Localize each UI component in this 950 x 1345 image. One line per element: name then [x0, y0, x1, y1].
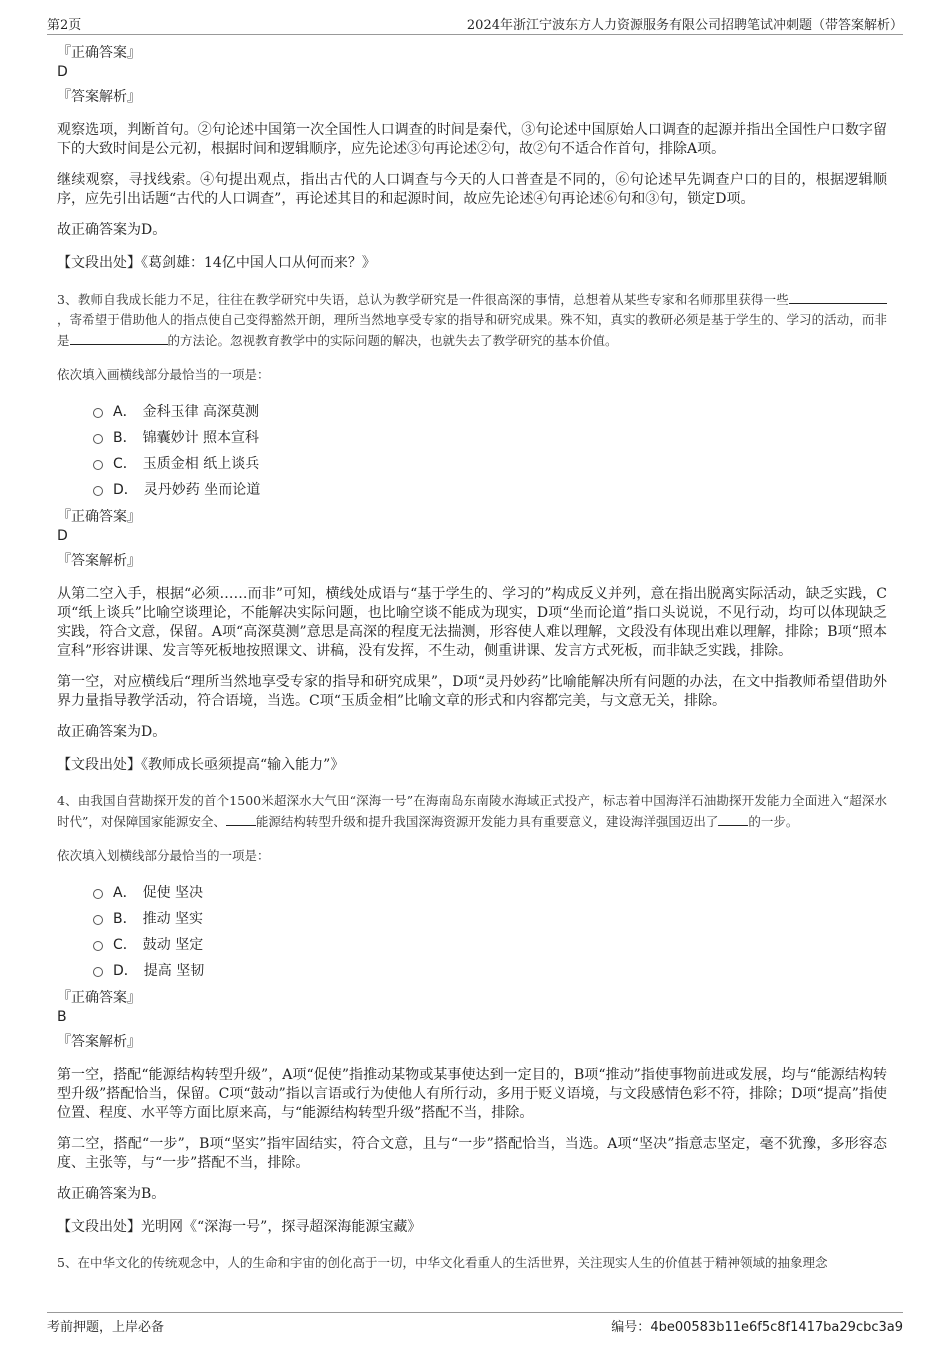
option-a[interactable]: A． 促使 坚决	[93, 879, 887, 905]
correct-answer-value: B	[57, 1009, 67, 1025]
radio-button[interactable]	[93, 889, 103, 899]
page-number: 第2页	[47, 18, 82, 33]
analysis-paragraph: 继续观察，寻找线索。④句提出观点，指出古代的人口调查与今天的人口普查是不同的，⑥句论述早先调查户口的目的，根据逻辑顺序，应先引出话题“古代的人口调查”，再论述其目的和起源时间，故应先论述④句再论述⑥句和③句，锁定D项。	[57, 172, 887, 207]
analysis-label: 『答案解析』	[57, 553, 141, 569]
source-citation: 【文段出处】光明网《“深海一号”，探寻超深海能源宝藏》	[57, 1219, 422, 1235]
fill-blank	[718, 811, 748, 826]
correct-answer-label: 『正确答案』	[57, 990, 141, 1006]
option-c[interactable]: C． 玉质金相 纸上谈兵	[93, 450, 887, 476]
fill-blank	[226, 811, 256, 826]
question-stem: 4、由我国自营勘探开发的首个1500米超深水大气田“深海一号”在海南岛东南陵水海域正式投产，标志着中国海洋石油勘探开发能力全面进入“超深水时代”，对保障国家能源安全、 能源结构转型升级和提升我国深海资源开发能力具有重要意义，建设海洋强国迈出了 的一步。	[57, 793, 887, 829]
option-b[interactable]: B． 锦囊妙计 照本宣科	[93, 424, 887, 450]
analysis-paragraph: 第一空，搭配“能源结构转型升级”，A项“促使”指推动某物或某事使达到一定目的，B项“推动”指使事物前进或发展，均与“能源结构转型升级”搭配恰当，保留。C项“鼓动”指以言语或行为使他人有所行动，多用于贬义语境，与文段感情色彩不符，排除；D项“提高”指使位置、程度、水平等方面比原来高，与“能源结构转型升级”搭配不当，排除。	[57, 1067, 887, 1121]
radio-button[interactable]	[93, 434, 103, 444]
analysis-label: 『答案解析』	[57, 1034, 141, 1050]
option-d[interactable]: D． 提高 坚韧	[93, 957, 887, 983]
radio-button[interactable]	[93, 941, 103, 951]
analysis-label: 『答案解析』	[57, 89, 141, 105]
correct-answer-label: 『正确答案』	[57, 509, 141, 525]
radio-button[interactable]	[93, 486, 103, 496]
document-body	[57, 44, 887, 1298]
footer-slogan: 考前押题，上岸必备	[47, 1320, 165, 1335]
analysis-conclusion: 故正确答案为D。	[57, 724, 167, 740]
analysis-conclusion: 故正确答案为D。	[57, 222, 167, 238]
analysis-paragraph: 从第二空入手，根据“必须……而非”可知，横线处成语与“基于学生的、学习的”构成反义并列，意在指出脱离实际活动，缺乏实践，C项“纸上谈兵”比喻空谈理论，不能解决实际问题，也比喻空谈不能成为现实，D项“坐而论道”指口头说说，不见行动，均可以体现缺乏实践，符合文意，保留。A项“高深莫测”意思是高深的程度无法揣测，形容使人难以理解，文段没有体现出难以理解，排除；B项“照本宣科”形容讲课、发言等死板地按照课文、讲稿，没有发挥，不生动，侧重讲课、发言方式死板，而非缺乏实践，排除。	[57, 586, 887, 659]
analysis-paragraph: 第二空，搭配“一步”，B项“坚实”指牢固结实，符合文意，且与“一步”搭配恰当，当选。A项“坚决”指意志坚定，毫不犹豫，多形容态度、主张等，与“一步”搭配不当，排除。	[57, 1136, 887, 1171]
analysis-paragraph: 观察选项，判断首句。②句论述中国第一次全国性人口调查的时间是秦代，③句论述中国原始人口调查的起源并指出全国性户口数字留下的大致时间是公元初，根据时间和逻辑顺序，应先论述③句再论述②句，故②句不适合作首句，排除A项。	[57, 122, 887, 157]
radio-button[interactable]	[93, 408, 103, 418]
fill-blank	[70, 330, 168, 345]
question-prompt: 依次填入画横线部分最恰当的一项是：	[57, 367, 270, 382]
option-list	[93, 879, 887, 983]
radio-button[interactable]	[93, 967, 103, 977]
question-stem: 5、在中华文化的传统观念中，人的生命和宇宙的创化高于一切，中华文化看重人的生活世界，关注现实人生的价值甚于精神领域的抽象理念	[57, 1255, 828, 1270]
option-list	[93, 398, 887, 502]
page-header	[47, 14, 903, 35]
page-footer	[47, 1312, 903, 1336]
correct-answer-value: D	[57, 528, 68, 544]
question-prompt: 依次填入划横线部分最恰当的一项是：	[57, 848, 270, 863]
radio-button[interactable]	[93, 915, 103, 925]
analysis-paragraph: 第一空，对应横线后“理所当然地享受专家的指导和研究成果”，D项“灵丹妙药”比喻能解决所有问题的办法，在文中指教师希望借助外界力量指导教学活动，符合语境，当选。C项“玉质金相”比喻文章的形式和内容都完美，与文意无关，排除。	[57, 674, 887, 709]
source-citation: 【文段出处】《教师成长亟须提高“输入能力”》	[57, 757, 345, 773]
option-c[interactable]: C． 鼓动 坚定	[93, 931, 887, 957]
correct-answer-label: 『正确答案』	[57, 45, 141, 61]
document-code: 编号：4be00583b11e6f5c8f1417ba29cbc3a9	[611, 1320, 903, 1335]
radio-button[interactable]	[93, 460, 103, 470]
fill-blank	[789, 289, 887, 304]
question-stem: 3、教师自我成长能力不足，往往在教学研究中失语，总认为教学研究是一件很高深的事情，总想着从某些专家和名师那里获得一些，寄希望于借助他人的指点使自己变得豁然开朗，理所当然地享受专家的指导和研究成果。殊不知，真实的教研必须是基于学生的、学习的活动，而非是 的方法论。忽视教育教学中的实际问题的解决，也就失去了教学研究的基本价值。	[57, 289, 887, 351]
option-b[interactable]: B． 推动 坚实	[93, 905, 887, 931]
option-a[interactable]: A． 金科玉律 高深莫测	[93, 398, 887, 424]
correct-answer-value: D	[57, 64, 68, 80]
analysis-conclusion: 故正确答案为B。	[57, 1186, 166, 1202]
document-title: 2024年浙江宁波东方人力资源服务有限公司招聘笔试冲刺题（带答案解析）	[466, 18, 903, 33]
option-d[interactable]: D． 灵丹妙药 坐而论道	[93, 476, 887, 502]
source-citation: 【文段出处】《葛剑雄：14亿中国人口从何而来？》	[57, 255, 376, 271]
